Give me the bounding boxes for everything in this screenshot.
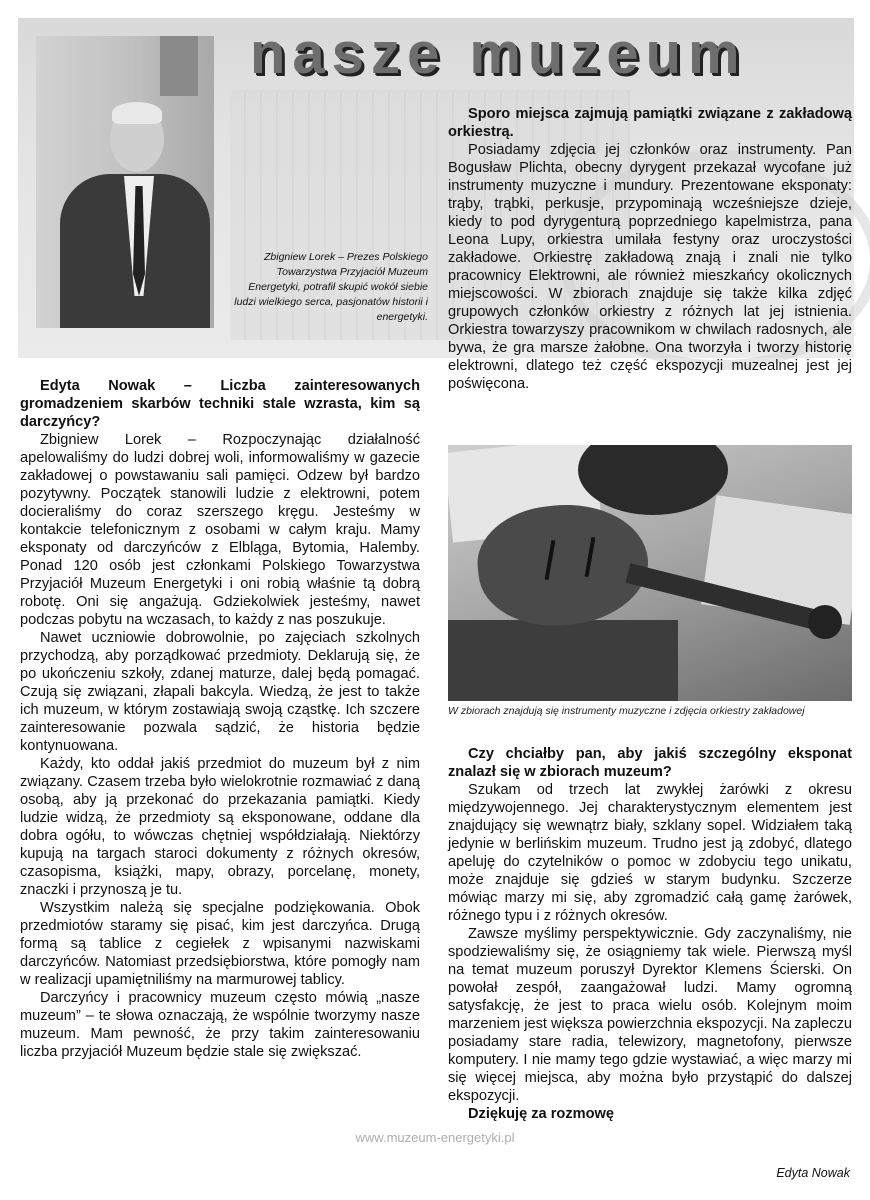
interview-question-2: Czy chciałby pan, aby jakiś szczególny eksponat znalazł się w zbiorach muzeum? [448,746,852,780]
answer-paragraph-1: Zbigniew Lorek – Rozpoczynając działalność apelowaliśmy do ludzi dobrej woli, informowaliśmy w gazecie zakładowej o powstawaniu sali pamięci. Odzew był bardzo pozytywny. Początek stanowili ludzie z elektrowni, potem docieraliśmy do coraz szerszego kręgu. Jesteśmy w kontakcie telefonicznym z osobami w całym kraju. Mamy eksponaty od darczyńców z Elbląga, Bytomia, Halemby. Ponad 120 osób jest członkami Polskiego Towarzystwa Przyjaciół Muzeum Energetyki i oni robią właśnie tą dobrą robotę. Oni się angażują. Gdziekolwiek jesteśmy, nawet podczas pobytu na wczasach, to każdy z nas poszukuje. [20,432,420,628]
portrait-frame [160,36,198,96]
interview-question-1: Edyta Nowak – Liczba zainteresowanych gromadzeniem skarbów techniki stale wzrasta, kim są darczyńcy? [20,378,420,430]
thanks-line: Dziękuję za rozmowę [468,1106,614,1122]
instruments-photo [448,445,852,701]
answer-paragraph-4: Wszystkim należą się specjalne podziękowania. Obok przedmiotów staramy się pisać, kim jest darczyńca. Drugą formą są tablice z cegiełek z wpisanymi nazwiskami darczyńców. Natomiast przedsiębiorstwa, które pomogły nam w realizacji upamiętniliśmy na marmurowej tablicy. [20,900,420,988]
orchestra-heading: Sporo miejsca zajmują pamiątki związane z zakładową orkiestrą. [448,106,852,140]
portrait-hair [112,102,162,124]
page-title: nasze muzeum [250,21,747,86]
answer-paragraph-7: Zawsze myślimy perspektywicznie. Gdy zaczynaliśmy, nie spodziewaliśmy się, że osiągniemy tak wiele. Pierwszą myśl na temat muzeum poruszył Dyrektor Klemens Ścierski. On powołał zespół, zaangażował ludzi. Mamy ogromną satysfakcję, że jest to praca wielu osób. Kolejnym moim marzeniem jest większa powierzchnia ekspozycji. Na zapleczu posiadamy stare radia, telewizory, magnetofony, pierwsze komputery. I nie mamy tego gdzie wystawiać, a więc marzy mi się więcej miejsca, aby można było przystąpić do dalszej ekspozycji. [448,926,852,1104]
photo-orchestra-picture [448,620,678,701]
right-column-bottom [448,745,852,1123]
photo-uniform-cap [578,445,728,515]
right-column-top [448,105,852,393]
answer-paragraph-2: Nawet uczniowie dobrowolnie, po zajęciach szkolnych przychodzą, aby porządkować przedmioty. Deklarują się, że po ukończeniu szkoły, zdanej maturze, dalej będą pomagać. Czują się związani, złapali bakcyla. Wiedzą, że jest to także ich muzeum, w którym zostawiają swoją cząstkę. Ich szczere zainteresowanie pozwala sądzić, że historia będzie kontynuowana. [20,630,420,754]
portrait-caption: Zbigniew Lorek – Prezes Polskiego Towarzystwa Przyjaciół Muzeum Energetyki, potrafił skupić wokół siebie ludzi wielkiego serca, pasjonatów historii i energetyki. [234,251,428,323]
left-column [20,377,420,1061]
photo-violin-scroll [808,605,842,639]
orchestra-paragraph: Posiadamy zdjęcia jej członków oraz instrumenty. Pan Bogusław Plichta, obecny dyrygent przekazał wycofane już instrumenty muzyczne i mundury. Prezentowane eksponaty: trąby, trąbki, perkusje, przypominają wcześniejsze dzieje, kiedy to pod dyrygenturą poprzedniego kapelmistrza, pana Leona Lupy, orkiestra umilała festyny oraz uroczystości zakładowe. Orkiestrę zakładową znają i znali nie tylko pracownicy Elektrowni, ale również mieszkańcy okolicznych miejscowości. W zbiorach znajduje się także kilka zdjęć grupowych członków orkiestry z różnych lat jej istnienia. Orkiestra towarzyszy pracownikom w chwilach radosnych, ale bywa, że gra marsze żałobne. Ona tworzyła i tworzy historię elektrowni, dlatego też część ekspozycji muzealnej jest jej poświęcona. [448,142,852,392]
answer-paragraph-3: Każdy, kto oddał jakiś przedmiot do muzeum był z nim związany. Czasem trzeba było wielokrotnie rozmawiać z daną osobą, aby ją przekonać do przekazania pamiątki. Kiedy ludzie widzą, że przedmioty są eksponowane, oddane dla dobra ogółu, to wówczas chętniej współdziałają. Niektórzy kupują na targach staroci dokumenty z różnych okresów, czasopisma, książki, mapy, obrazy, porcelanę, monety, znaczki i przynoszą je tu. [20,756,420,898]
answer-paragraph-6: Szukam od trzech lat zwykłej żarówki z okresu międzywojennego. Jej charakterystycznym elementem jest znajdujący się wewnątrz biały, szklany sopel. Widziałem taką jedynie w berlińskim muzeum. Trudno jest ją zdobyć, dlatego apeluję do czytelników o pomoc w zdobyciu tego unikatu, może znajduje się gdzieś w starym budynku. Szczerze mówiąc marzy mi się, aby zgromadzić całą gamę żarówek, różnego typu i z różnych okresów. [448,782,852,924]
author-signature: Edyta Nowak [776,1166,850,1180]
answer-paragraph-5: Darczyńcy i pracownicy muzeum często mówią „nasze muzeum” – te słowa oznaczają, że wspólnie tworzymy nasze muzeum. Mam pewność, że przy takim zainteresowaniu liczba przyjaciół Muzeum będzie stale się zwiększać. [20,990,420,1060]
watermark: www.muzeum-energetyki.pl [355,1130,515,1145]
instruments-photo-caption: W zbiorach znajdują się instrumenty muzyczne i zdjęcia orkiestry zakładowej [448,705,805,717]
portrait-photo [36,36,214,328]
